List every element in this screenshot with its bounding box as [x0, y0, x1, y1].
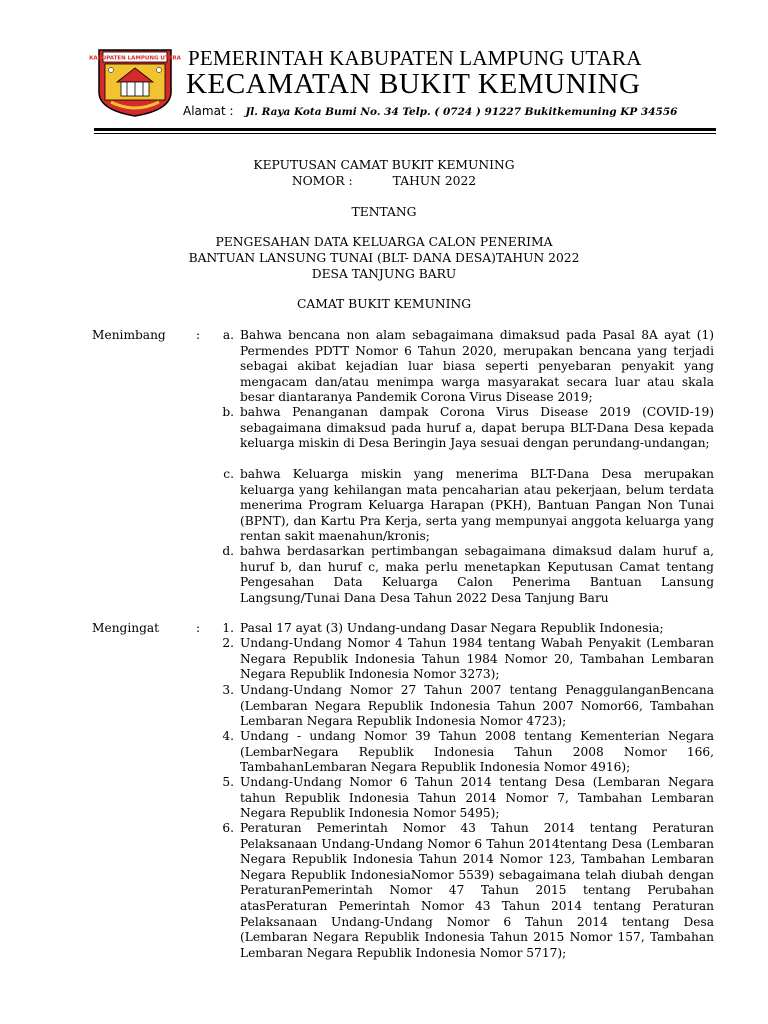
- address-label: Alamat :: [183, 104, 234, 118]
- menimbang-marker-c: c.: [223, 467, 234, 481]
- decree-number: [0, 174, 768, 188]
- mengingat-item-5: Undang-Undang Nomor 6 Tahun 2014 tentang Desa (Lembaran Negara tahun Republik Indonesia Tahun 2014 Nomor 7, Tambahan Lembaran Negara Republik Indonesia Nomor 5495);: [240, 775, 714, 821]
- mengingat-marker-6: 6.: [222, 821, 234, 835]
- menimbang-label: Menimbang: [92, 328, 166, 342]
- decree-title: KEPUTUSAN CAMAT BUKIT KEMUNING: [253, 158, 515, 172]
- subject-line-2: BANTUAN LANSUNG TUNAI (BLT- DANA DESA)TAHUN 2022: [188, 251, 580, 265]
- mengingat-colon: :: [196, 621, 201, 635]
- mengingat-label: Mengingat: [92, 621, 160, 635]
- menimbang-marker-d: d.: [222, 544, 234, 558]
- letterhead-divider-thin: [94, 133, 716, 134]
- mengingat-marker-4: 4.: [222, 729, 234, 743]
- tentang-heading: TENTANG: [351, 205, 417, 219]
- office-name: KECAMATAN BUKIT KEMUNING: [186, 68, 641, 100]
- regency-crest-icon: [89, 48, 181, 118]
- mengingat-marker-2: 2.: [222, 636, 234, 650]
- mengingat-item-6: Peraturan Pemerintah Nomor 43 Tahun 2014 tentang Peraturan Pelaksanaan Undang-Undang Nomor 6 Tahun 2014tentang Desa (Lembaran Negara Republik Indonesia Tahun 2014 Nomor 123, Tambahan Lembaran Negara Republik IndonesiaNomor 5539) sebagaimana telah diubah dengan PeraturanPemerintah Nomor 47 Tahun 2015 tentang Perubahan atasPeraturan Pemerintah Nomor 43 Tahun 2014 tentang Peraturan Pelaksanaan Undang-Undang Nomor 6 Tahun 2014 tentang Desa (Lembaran Negara Republik Indonesia Tahun 2015 Nomor 157, Tambahan Lembaran Negara Republik Indonesia Nomor 5717);: [240, 821, 714, 960]
- mengingat-item-1: Pasal 17 ayat (3) Undang-undang Dasar Negara Republik Indonesia;: [240, 621, 664, 635]
- tahun-label: TAHUN 2022: [392, 174, 477, 188]
- mengingat-item-3: Undang-Undang Nomor 27 Tahun 2007 tentang PenaggulanganBencana (Lembaran Negara Republik Indonesia Tahun 2007 Nomor66, Tambahan Lembaran Negara Republik Indonesia Nomor 4723);: [240, 683, 714, 729]
- letterhead-divider-thick: [94, 128, 716, 131]
- menimbang-colon: :: [196, 328, 201, 342]
- address-row: [183, 104, 677, 118]
- government-name: PEMERINTAH KABUPATEN LAMPUNG UTARA: [188, 46, 642, 70]
- address-text: Jl. Raya Kota Bumi No. 34 Telp. ( 0724 ) 91227 Bukitkemuning KP 34556: [245, 106, 678, 118]
- menimbang-item-c: bahwa Keluarga miskin yang menerima BLT-Dana Desa merupakan keluarga yang kehilangan mata pencaharian atau pekerjaan, belum terdata menerima Program Keluarga Harapan (PKH), Bantuan Pangan Non Tunai (BPNT), dan Kartu Pra Kerja, serta yang mempunyai anggota keluarga yang rentan sakit maenahun/kronis;: [240, 467, 714, 544]
- official-heading: CAMAT BUKIT KEMUNING: [296, 297, 472, 311]
- nomor-label: NOMOR :: [291, 174, 353, 188]
- menimbang-item-d: bahwa berdasarkan pertimbangan sebagaimana dimaksud dalam huruf a, huruf b, dan huruf c, maka perlu menetapkan Keputusan Camat tentang Pengesahan Data Keluarga Calon Penerima Bantuan Lansung Langsung/Tunai Dana Desa Tahun 2022 Desa Tanjung Baru: [240, 544, 714, 605]
- mengingat-marker-5: 5.: [222, 775, 234, 789]
- subject-line-3: DESA TANJUNG BARU: [311, 267, 457, 281]
- mengingat-item-4: Undang - undang Nomor 39 Tahun 2008 tentang Kementerian Negara (LembarNegara Republik Indonesia Tahun 2008 Nomor 166, TambahanLembaran Negara Republik Indonesia Nomor 4916);: [240, 729, 714, 775]
- mengingat-marker-1: 1.: [222, 621, 234, 635]
- menimbang-marker-b: b.: [222, 405, 234, 419]
- menimbang-item-a: Bahwa bencana non alam sebagaimana dimaksud pada Pasal 8A ayat (1) Permendes PDTT Nomor 6 Tahun 2020, merupakan bencana yang terjadi sebagai akibat kejadian luar biasa seperti penyebaran penyakit yang mengacam dan/atau menimpa warga masyarakat secara luar atau skala besar diantaranya Pandemik Corona Virus Disease 2019;: [240, 328, 714, 405]
- menimbang-item-b: bahwa Penanganan dampak Corona Virus Disease 2019 (COVID-19) sebagaimana dimaksud pada huruf a, dapat berupa BLT-Dana Desa kepada keluarga miskin di Desa Beringin Jaya sesuai dengan perundang-undangan;: [240, 405, 714, 451]
- logo-text: KABUPATEN LAMPUNG UTARA: [89, 55, 181, 62]
- subject-line-1: PENGESAHAN DATA KELUARGA CALON PENERIMA: [215, 235, 553, 249]
- mengingat-marker-3: 3.: [222, 683, 234, 697]
- menimbang-marker-a: a.: [222, 328, 234, 342]
- mengingat-item-2: Undang-Undang Nomor 4 Tahun 1984 tentang Wabah Penyakit (Lembaran Negara Republik Indonesia Tahun 1984 Nomor 20, Tambahan Lembaran Negara Republik Indonesia Nomor 3273);: [240, 636, 714, 682]
